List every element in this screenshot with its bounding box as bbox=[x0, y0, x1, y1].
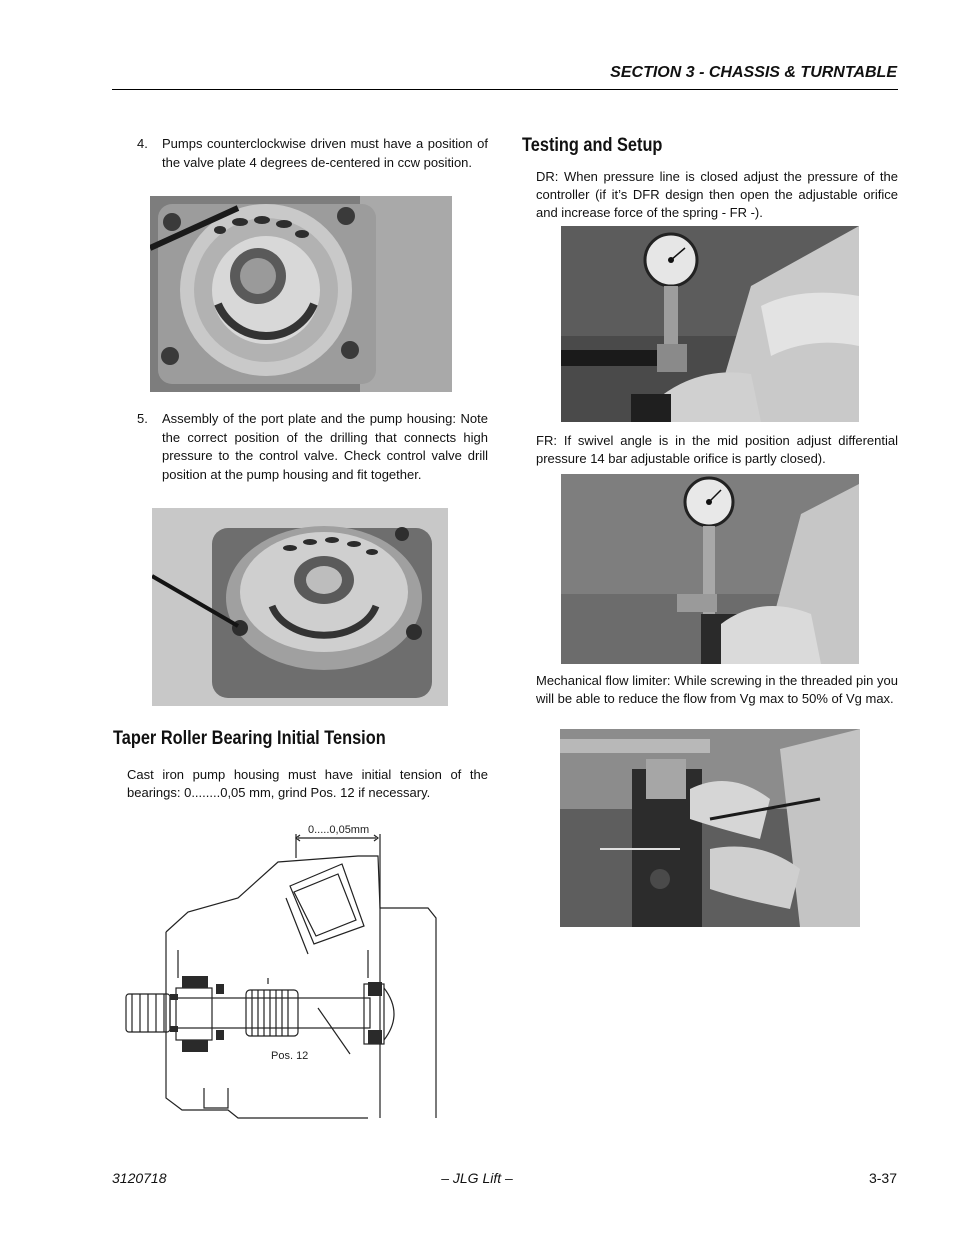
step-4-text: Pumps counterclockwise driven must have a position of the valve plate 4 degrees de-centered in ccw position. bbox=[162, 136, 488, 170]
doc-number: 3120718 bbox=[112, 1170, 167, 1186]
dimension-label: 0.....0,05mm bbox=[308, 824, 370, 836]
fr-pressure-photo bbox=[561, 474, 859, 664]
port-plate-photo bbox=[152, 508, 448, 706]
header-rule bbox=[112, 89, 898, 90]
dr-pressure-photo bbox=[561, 226, 859, 422]
valve-plate-photo bbox=[150, 196, 452, 392]
testing-setup-heading: Testing and Setup bbox=[522, 135, 663, 156]
fr-text: FR: If swivel angle is in the mid position adjust differential pressure 14 bar adjustable orifice is partly closed). bbox=[536, 433, 898, 466]
step-5-number: 5. bbox=[137, 411, 148, 426]
step-4-number: 4. bbox=[137, 136, 148, 151]
section-title: SECTION 3 - CHASSIS & TURNTABLE bbox=[610, 64, 897, 81]
flow-limiter-photo bbox=[560, 729, 860, 927]
taper-bearing-heading: Taper Roller Bearing Initial Tension bbox=[113, 728, 386, 749]
dr-text: DR: When pressure line is closed adjust the pressure of the controller (if it’s DFR design then open the adjustable orifice and increase force of the spring - FR -). bbox=[536, 169, 898, 220]
step-5-text: Assembly of the port plate and the pump housing: Note the correct position of the drilling that connects high pressure to the control valve. Check control valve drill position at the pump housing and fit together. bbox=[162, 411, 488, 482]
publisher: – JLG Lift – bbox=[441, 1170, 513, 1186]
mechanical-limiter-text: Mechanical flow limiter: While screwing in the threaded pin you will be able to reduce the flow from Vg max to 50% of Vg max. bbox=[536, 673, 898, 706]
step-4 bbox=[137, 135, 488, 191]
pos-12-label: Pos. 12 bbox=[271, 1050, 309, 1062]
step-5 bbox=[137, 410, 488, 502]
bearing-diagram bbox=[118, 818, 464, 1120]
page-number: 3-37 bbox=[868, 1170, 897, 1186]
taper-bearing-text: Cast iron pump housing must have initial tension of the bearings: 0........0,05 mm, grind Pos. 12 if necessary. bbox=[127, 767, 488, 800]
